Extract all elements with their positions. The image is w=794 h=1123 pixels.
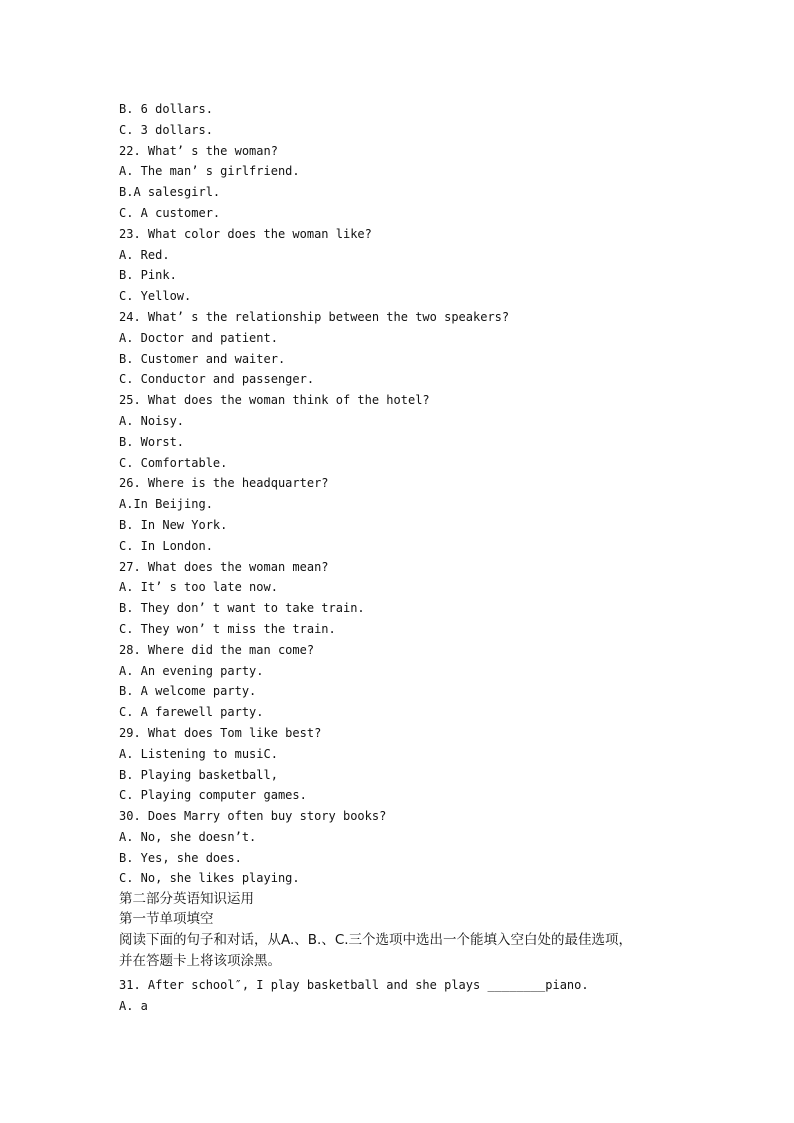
option-a-q28: A. An evening party. — [119, 663, 264, 678]
option-b-q24: B. Customer and waiter. — [119, 351, 286, 366]
question-25: 25. What does the woman think of the hotel? — [119, 393, 430, 408]
option-b-q26: B. In New York. — [119, 517, 228, 532]
option-c-q27: C. They won’ t miss the train. — [119, 621, 336, 636]
option-a-q24: A. Doctor and patient. — [119, 330, 278, 345]
option-a-q31: A. a — [119, 999, 148, 1014]
option-c-q24: C. Conductor and passenger. — [119, 372, 315, 387]
option-b-q30: B. Yes, she does. — [119, 850, 242, 865]
question-22: 22. What’ s the woman? — [119, 143, 278, 158]
question-27: 27. What does the woman mean? — [119, 559, 329, 574]
question-26: 26. Where is the headquarter? — [119, 476, 329, 491]
option-b-q22: B.A salesgirl. — [119, 185, 221, 200]
option-c-q29: C. Playing computer games. — [119, 788, 307, 803]
option-c-q26: C. In London. — [119, 538, 213, 553]
option-a-q22: A. The man’ s girlfriend. — [119, 164, 300, 179]
section-title: 第一节单项填空 — [119, 911, 214, 928]
option-b-q29: B. Playing basketball, — [119, 767, 278, 782]
option-c-q21: C. 3 dollars. — [119, 122, 213, 137]
option-c-q28: C. A farewell party. — [119, 705, 264, 720]
option-a-q30: A. No, she doesn’t. — [119, 829, 257, 844]
question-30: 30. Does Marry often buy story books? — [119, 809, 387, 824]
option-a-q29: A. Listening to musiC. — [119, 746, 278, 761]
option-b-q23: B. Pink. — [119, 268, 177, 283]
option-c-q30: C. No, she likes playing. — [119, 871, 300, 886]
document-content — [119, 99, 679, 1017]
option-a-q26: A.In Beijing. — [119, 497, 213, 512]
option-b-q28: B. A welcome party. — [119, 684, 257, 699]
option-b-q25: B. Worst. — [119, 434, 185, 449]
part-title: 第二部分英语知识运用 — [119, 891, 254, 908]
question-24: 24. What’ s the relationship between the two speakers? — [119, 309, 510, 324]
option-c-q25: C. Comfortable. — [119, 455, 228, 470]
option-c-q22: C. A customer. — [119, 205, 221, 220]
option-a-q27: A. It’ s too late now. — [119, 580, 278, 595]
option-a-q25: A. Noisy. — [119, 413, 185, 428]
question-23: 23. What color does the woman like? — [119, 226, 372, 241]
option-b-q21: B. 6 dollars. — [119, 102, 213, 116]
question-29: 29. What does Tom like best? — [119, 725, 322, 740]
option-a-q23: A. Red. — [119, 247, 170, 262]
section-instructions: 阅读下面的句子和对话，从A.、B.、C.三个选项中选出一个能填入空白处的最佳选项，并在答题卡上将该项涂黑。 — [119, 932, 633, 970]
option-c-q23: C. Yellow. — [119, 289, 192, 304]
option-b-q27: B. They don’ t want to take train. — [119, 601, 365, 616]
question-31: 31. After school″, I play basketball and she plays ________piano. — [119, 978, 589, 993]
question-28: 28. Where did the man come? — [119, 642, 315, 657]
